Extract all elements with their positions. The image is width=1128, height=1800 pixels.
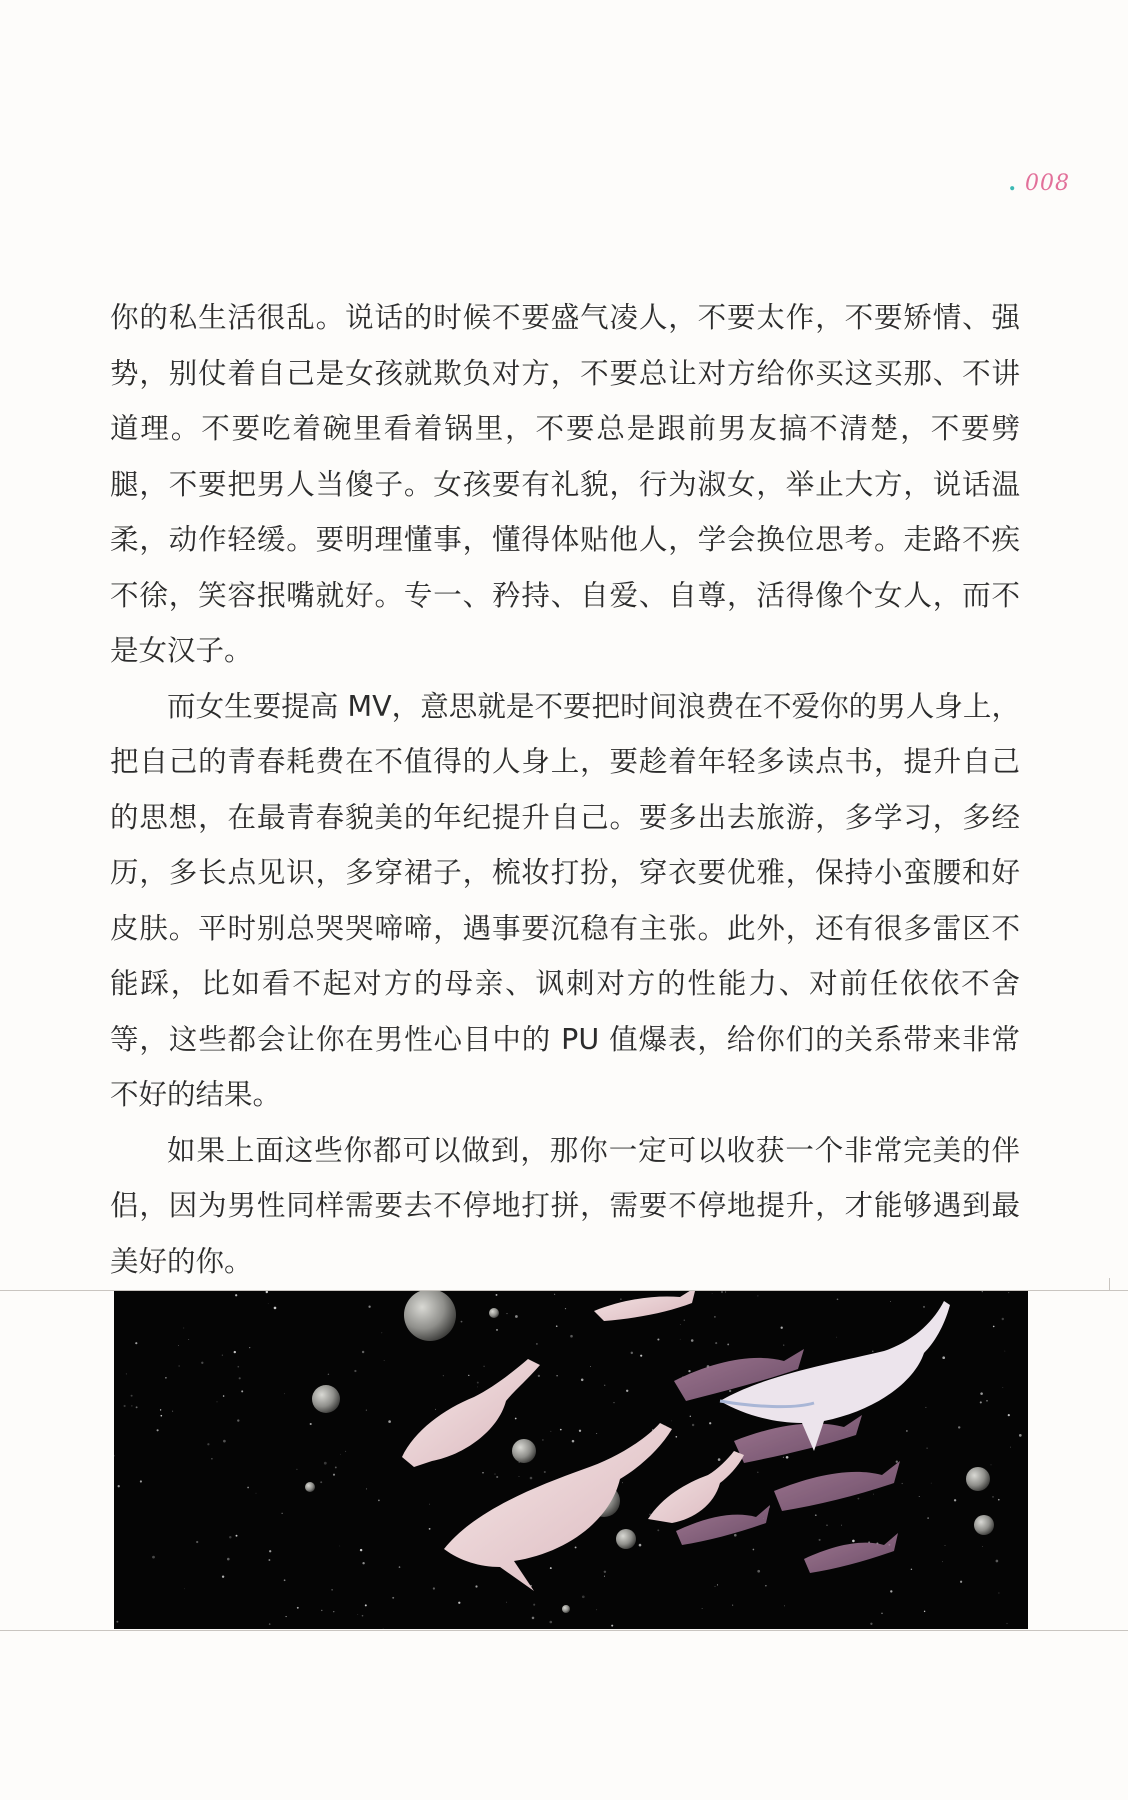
illustration-bottom-rule <box>0 1630 1128 1631</box>
stars <box>114 1291 1022 1629</box>
dolphin-illustration <box>114 1291 1028 1629</box>
page-number-text: 008 <box>1025 171 1070 196</box>
page-number-dot: . <box>1008 170 1017 196</box>
dolphin-mid <box>648 1451 744 1523</box>
crop-tick <box>1109 1278 1110 1290</box>
dolphin-top <box>594 1291 696 1321</box>
body-text <box>110 290 1020 1289</box>
dolphin-center <box>444 1423 672 1591</box>
page-number <box>1008 170 1070 196</box>
paragraph-1: 你的私生活很乱。说话的时候不要盛气凌人，不要太作，不要矫情、强势，别仗着自己是女孩就欺负对方，不要总让对方给你买这买那、不讲道理。不要吃着碗里看着锅里，不要总是跟前男友搞不清楚，不要劈腿，不要把男人当傻子。女孩要有礼貌，行为淑女，举止大方，说话温柔，动作轻缓。要明理懂事，懂得体贴他人，学会换位思考。走路不疾不徐，笑容抿嘴就好。专一、矜持、自爱、自尊，活得像个女人，而不是女汉子。 <box>110 301 1020 667</box>
paragraph-2: 而女生要提高 MV，意思就是不要把时间浪费在不爱你的男人身上，把自己的青春耗费在不值得的人身上，要趁着年轻多读点书，提升自己的思想，在最青春貌美的年纪提升自己。要多出去旅游，多学习，多经历，多长点见识，多穿裙子，梳妆打扮，穿衣要优雅，保持小蛮腰和好皮肤。平时别总哭哭啼啼，遇事要沉稳有主张。此外，还有很多雷区不能踩，比如看不起对方的母亲、讽刺对方的性能力、对前任依依不舍等，这些都会让你在男性心目中的 PU 值爆表，给你们的关系带来非常不好的结果。 <box>110 689 1020 1111</box>
paragraph-3: 如果上面这些你都可以做到，那你一定可以收获一个非常完美的伴侣，因为男性同样需要去不停地打拼，需要不停地提升，才能够遇到最美好的你。 <box>110 1133 1020 1278</box>
dolphin-illustration-art <box>114 1291 1028 1629</box>
